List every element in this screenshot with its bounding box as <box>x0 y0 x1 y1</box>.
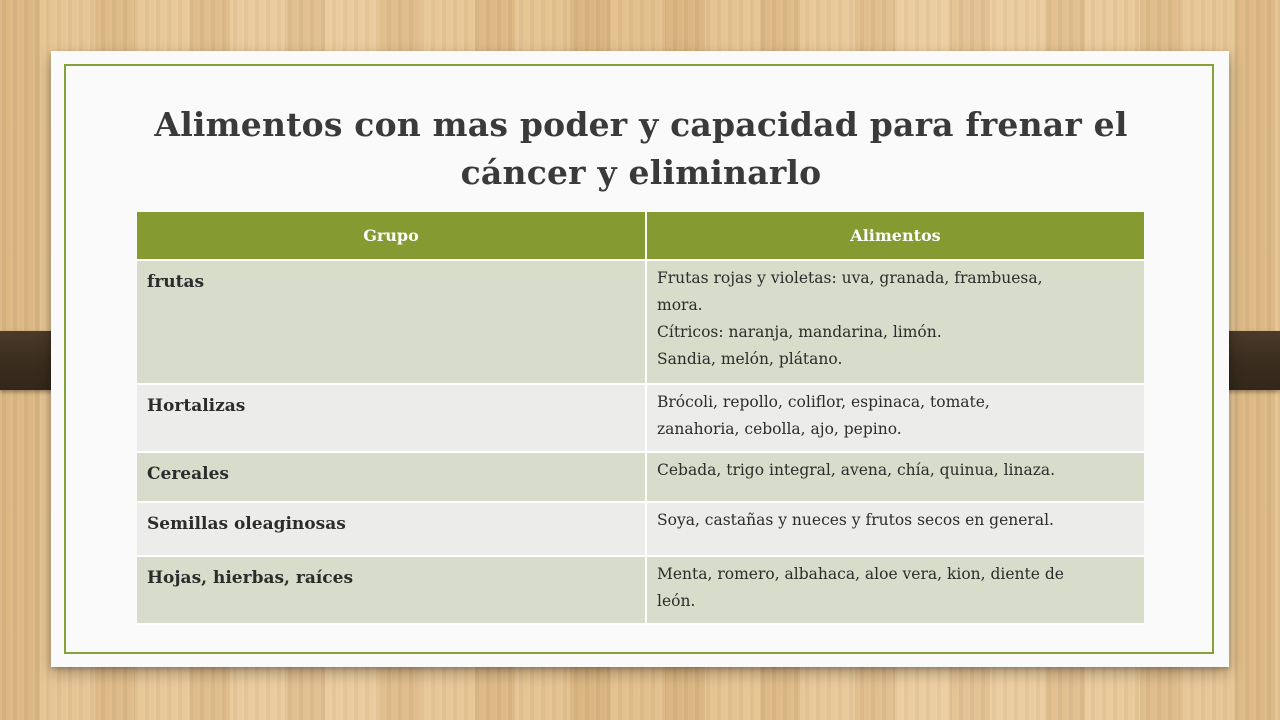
slide-card <box>51 51 1229 667</box>
header-grupo: Grupo <box>137 212 646 260</box>
foods-cell <box>646 260 1144 384</box>
foods-line: Menta, romero, albahaca, aloe vera, kion, diente de <box>657 565 1064 583</box>
foods-cell <box>646 502 1144 556</box>
foods-line: Sandia, melón, plátano. <box>657 350 843 368</box>
foods-line: mora. <box>657 296 703 314</box>
foods-line: zanahoria, cebolla, ajo, pepino. <box>657 420 902 438</box>
group-cell: frutas <box>137 260 646 384</box>
group-cell: Hortalizas <box>137 384 646 452</box>
table-row <box>137 452 1144 502</box>
table-row <box>137 260 1144 384</box>
foods-cell <box>646 384 1144 452</box>
foods-line: Frutas rojas y violetas: uva, granada, frambuesa, <box>657 269 1043 287</box>
foods-line: Brócoli, repollo, coliflor, espinaca, tomate, <box>657 393 990 411</box>
group-cell: Cereales <box>137 452 646 502</box>
header-alimentos: Alimentos <box>646 212 1144 260</box>
foods-cell <box>646 556 1144 624</box>
slide-title: Alimentos con mas poder y capacidad para frenar el cáncer y eliminarlo <box>154 105 1128 192</box>
foods-line: león. <box>657 592 696 610</box>
food-table <box>137 212 1144 625</box>
foods-line: Cebada, trigo integral, avena, chía, quinua, linaza. <box>657 461 1056 479</box>
group-cell: Semillas oleaginosas <box>137 502 646 556</box>
table-row <box>137 556 1144 624</box>
table-header-row <box>137 212 1144 260</box>
table-row <box>137 502 1144 556</box>
group-cell: Hojas, hierbas, raíces <box>137 556 646 624</box>
foods-line: Cítricos: naranja, mandarina, limón. <box>657 323 942 341</box>
foods-line: Soya, castañas y nueces y frutos secos en general. <box>657 511 1054 529</box>
foods-cell <box>646 452 1144 502</box>
table-row <box>137 384 1144 452</box>
